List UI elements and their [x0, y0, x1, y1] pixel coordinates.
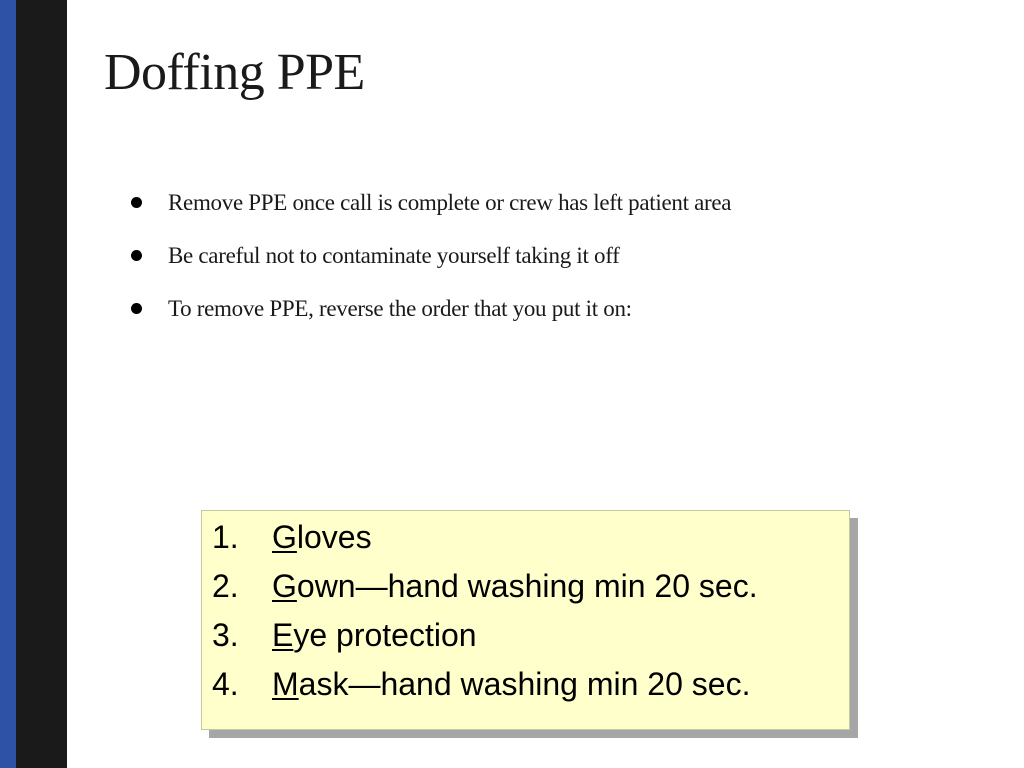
step-item	[212, 562, 758, 611]
step-initial: G	[272, 568, 297, 604]
step-initial: M	[272, 666, 299, 702]
slide-title: Doffing PPE	[104, 44, 365, 101]
step-initial: G	[272, 519, 297, 555]
bullet-dot-icon	[131, 250, 142, 261]
step-number: 2.	[212, 568, 239, 604]
step-text: ye protection	[293, 617, 477, 653]
doffing-steps-list	[212, 513, 758, 709]
step-number: 3.	[212, 617, 239, 653]
bullet-text: Remove PPE once call is complete or crew has left patient area	[168, 190, 732, 215]
step-text: ask—hand washing min 20 sec.	[298, 666, 751, 702]
step-initial: E	[272, 617, 294, 653]
bullet-dot-icon	[131, 303, 142, 314]
step-number: 1.	[212, 519, 239, 555]
step-text: own—hand washing min 20 sec.	[296, 568, 758, 604]
step-number: 4.	[212, 666, 239, 702]
doffing-order-box	[201, 510, 850, 730]
bullet-item	[128, 184, 988, 237]
bullet-item	[128, 290, 988, 343]
step-item	[212, 660, 758, 709]
bullet-list	[128, 184, 988, 343]
bullet-dot-icon	[131, 197, 142, 208]
left-accent-bar-black	[16, 0, 67, 768]
left-accent-bar-blue	[0, 0, 16, 768]
bullet-item	[128, 237, 988, 290]
step-text: loves	[296, 519, 372, 555]
step-item	[212, 611, 758, 660]
bullet-text: Be careful not to contaminate yourself taking it off	[168, 243, 620, 268]
step-item	[212, 513, 758, 562]
bullet-text: To remove PPE, reverse the order that you put it on:	[168, 296, 632, 321]
